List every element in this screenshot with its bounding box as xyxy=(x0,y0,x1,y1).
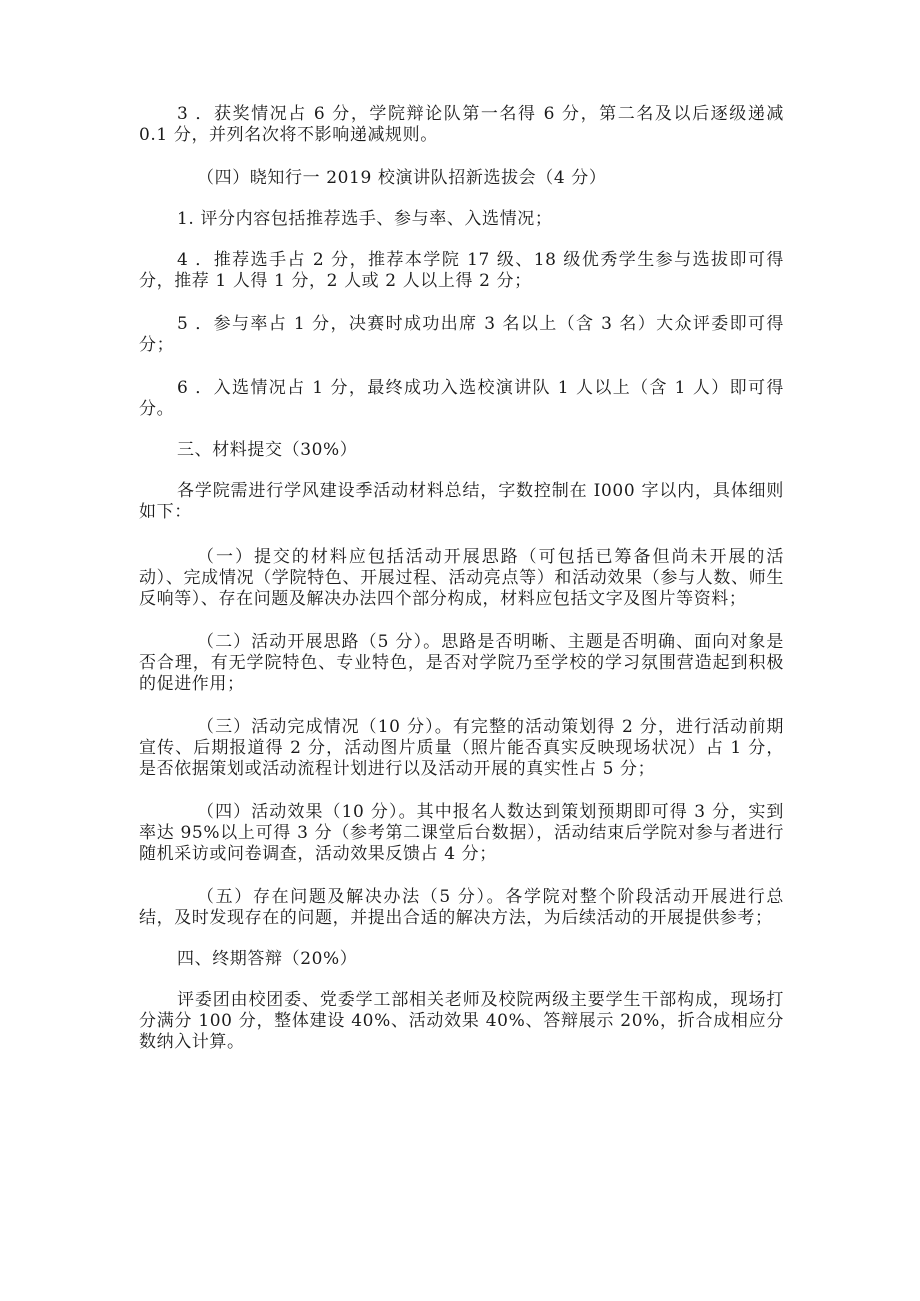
paragraph-award-scoring: 3 ．获奖情况占 6 分，学院辩论队第一名得 6 分，第二名及以后逐级递减 0.1 分，并列名次将不影响递减规则。 xyxy=(139,104,784,145)
paragraph-selection-result: 6 ．入选情况占 1 分，最终成功入选校演讲队 1 人以上（含 1 人）即可得分。 xyxy=(139,378,784,419)
paragraph-judging-panel: 评委团由校团委、党委学工部相关老师及校院两级主要学生干部构成，现场打分满分 100 分，整体建设 40%、活动效果 40%、答辩展示 20%，折合成相应分数纳入计算。 xyxy=(139,990,784,1052)
paragraph-activity-effect: （四）活动效果（10 分）。其中报名人数达到策划预期即可得 3 分，实到率达 95%以上可得 3 分（参考第二课堂后台数据），活动结束后学院对参与者进行随机采访或问卷调查，活动效果反馈占 4 分； xyxy=(139,802,784,864)
paragraph-participation-rate: 5 ．参与率占 1 分，决赛时成功出席 3 名以上（含 3 名）大众评委即可得分； xyxy=(139,314,784,355)
paragraph-activity-completion: （三）活动完成情况（10 分）。有完整的活动策划得 2 分，进行活动前期宣传、后期报道得 2 分，活动图片质量（照片能否真实反映现场状况）占 1 分，是否依据策划或活动流程计划进行以及活动开展的真实性占 5 分； xyxy=(139,717,784,779)
section-heading-speech-team-selection: （四）晓知行一 2019 校演讲队招新选拔会（4 分） xyxy=(197,168,607,188)
document-page xyxy=(139,104,784,1053)
section-heading-final-defense: 四、终期答辩（20%） xyxy=(177,949,358,969)
paragraph-materials-intro: 各学院需进行学风建设季活动材料总结，字数控制在 I000 字以内，具体细则如下： xyxy=(139,481,784,522)
section-heading-materials: 三、材料提交（30%） xyxy=(177,440,358,460)
paragraph-materials-content: （一）提交的材料应包括活动开展思路（可包括已筹备但尚未开展的活动）、完成情况（学院特色、开展过程、活动亮点等）和活动效果（参与人数、师生反响等）、存在问题及解决办法四个部分构成，材料应包括文字及图片等资料； xyxy=(139,547,784,609)
paragraph-recommend-players: 4 ．推荐选手占 2 分，推荐本学院 17 级、18 级优秀学生参与选拔即可得分，推荐 1 人得 1 分，2 人或 2 人以上得 2 分； xyxy=(139,250,784,291)
paragraph-scoring-content: 1. 评分内容包括推荐选手、参与率、入选情况； xyxy=(177,209,553,229)
paragraph-problems-solutions: （五）存在问题及解决办法（5 分）。各学院对整个阶段活动开展进行总结，及时发现存在的问题，并提出合适的解决方法，为后续活动的开展提供参考； xyxy=(139,887,784,928)
paragraph-activity-ideas: （二）活动开展思路（5 分）。思路是否明晰、主题是否明确、面向对象是否合理，有无学院特色、专业特色，是否对学院乃至学校的学习氛围营造起到积极的促进作用； xyxy=(139,632,784,694)
